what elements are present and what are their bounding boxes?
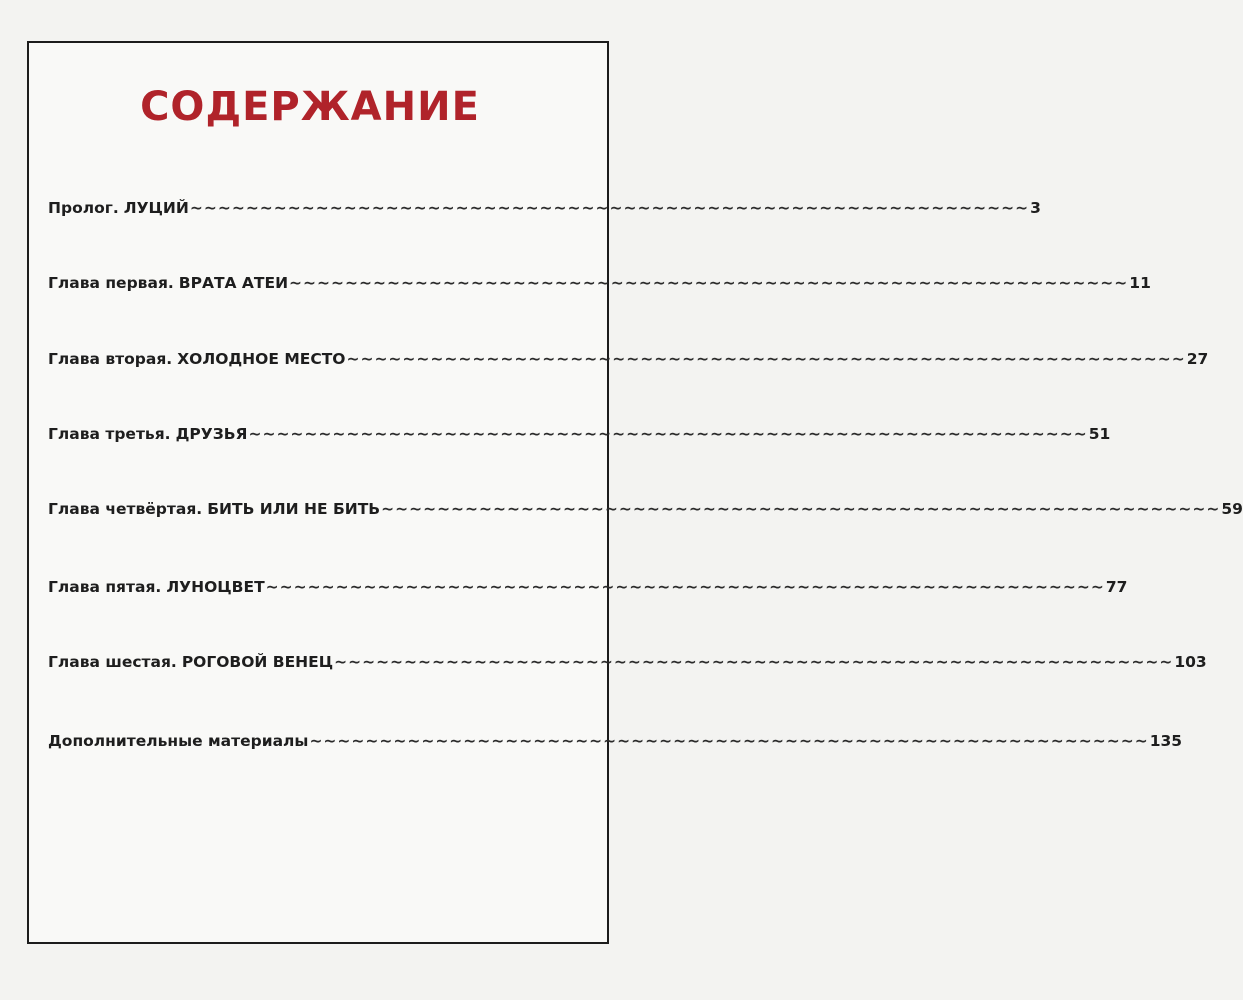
toc-entry: [48, 732, 1183, 750]
toc-leader: ~~~~~~~~~~~~~~~~~~~~~~~~~~~~~~~~~~~~~~~~~~~~~~~~~~~~~~~~~~~~: [189, 199, 1030, 217]
toc-entry: [48, 350, 1209, 368]
toc-entry-prefix: Глава вторая.: [48, 350, 173, 368]
toc-entry-page: 59: [1221, 500, 1243, 518]
toc-entry-page: 3: [1030, 199, 1041, 217]
toc-entry-title: ДРУЗЬЯ: [175, 425, 248, 443]
toc-entry-page: 135: [1149, 732, 1183, 750]
toc-entry-title: БИТЬ ИЛИ НЕ БИТЬ: [207, 500, 381, 518]
toc-entry: [48, 653, 1207, 671]
toc-entry-page: 11: [1129, 274, 1151, 292]
toc-entry-page: 77: [1105, 578, 1128, 596]
toc-entry-title: РОГОВОЙ ВЕНЕЦ: [181, 653, 334, 671]
toc-entry-prefix: Глава первая.: [48, 274, 174, 292]
toc-leader: ~~~~~~~~~~~~~~~~~~~~~~~~~~~~~~~~~~~~~~~~~~~~~~~~~~~~~~~~~~~~: [309, 732, 1149, 750]
toc-entry-prefix: Глава шестая.: [48, 653, 177, 671]
toc-leader: ~~~~~~~~~~~~~~~~~~~~~~~~~~~~~~~~~~~~~~~~~~~~~~~~~~~~~~~~~~~~: [289, 274, 1129, 292]
toc-entry-prefix: Пролог.: [48, 199, 119, 217]
toc-leader: ~~~~~~~~~~~~~~~~~~~~~~~~~~~~~~~~~~~~~~~~~~~~~~~~~~~~~~~~~~~~: [346, 350, 1186, 368]
toc-leader: ~~~~~~~~~~~~~~~~~~~~~~~~~~~~~~~~~~~~~~~~~~~~~~~~~~~~~~~~~~~~: [248, 425, 1088, 443]
toc-entry: [48, 500, 1243, 518]
toc-entry-prefix: Дополнительные материалы: [48, 732, 309, 750]
toc-entry: [48, 425, 1111, 443]
toc-leader: ~~~~~~~~~~~~~~~~~~~~~~~~~~~~~~~~~~~~~~~~~~~~~~~~~~~~~~~~~~~~: [334, 653, 1174, 671]
toc-entry-title: ХОЛОДНОЕ МЕСТО: [177, 350, 346, 368]
page-title: СОДЕРЖАНИЕ: [140, 84, 480, 130]
toc-entry: [48, 578, 1128, 596]
toc-leader: ~~~~~~~~~~~~~~~~~~~~~~~~~~~~~~~~~~~~~~~~~~~~~~~~~~~~~~~~~~~~: [381, 500, 1221, 518]
toc-entry: [48, 199, 1041, 217]
toc-entry-page: 51: [1088, 425, 1111, 443]
toc-entry-title: ЛУЦИЙ: [123, 199, 189, 217]
toc-entry-prefix: Глава третья.: [48, 425, 171, 443]
toc-entry-title: ЛУНОЦВЕТ: [166, 578, 265, 596]
toc-entry: [48, 274, 1151, 292]
toc-leader: ~~~~~~~~~~~~~~~~~~~~~~~~~~~~~~~~~~~~~~~~~~~~~~~~~~~~~~~~~~~~: [265, 578, 1105, 596]
toc-entry-title: ВРАТА АТЕИ: [178, 274, 289, 292]
toc-entry-page: 103: [1174, 653, 1207, 671]
toc-entry-page: 27: [1186, 350, 1209, 368]
toc-entry-prefix: Глава пятая.: [48, 578, 162, 596]
page-frame: [27, 41, 609, 944]
toc-entry-prefix: Глава четвёртая.: [48, 500, 203, 518]
